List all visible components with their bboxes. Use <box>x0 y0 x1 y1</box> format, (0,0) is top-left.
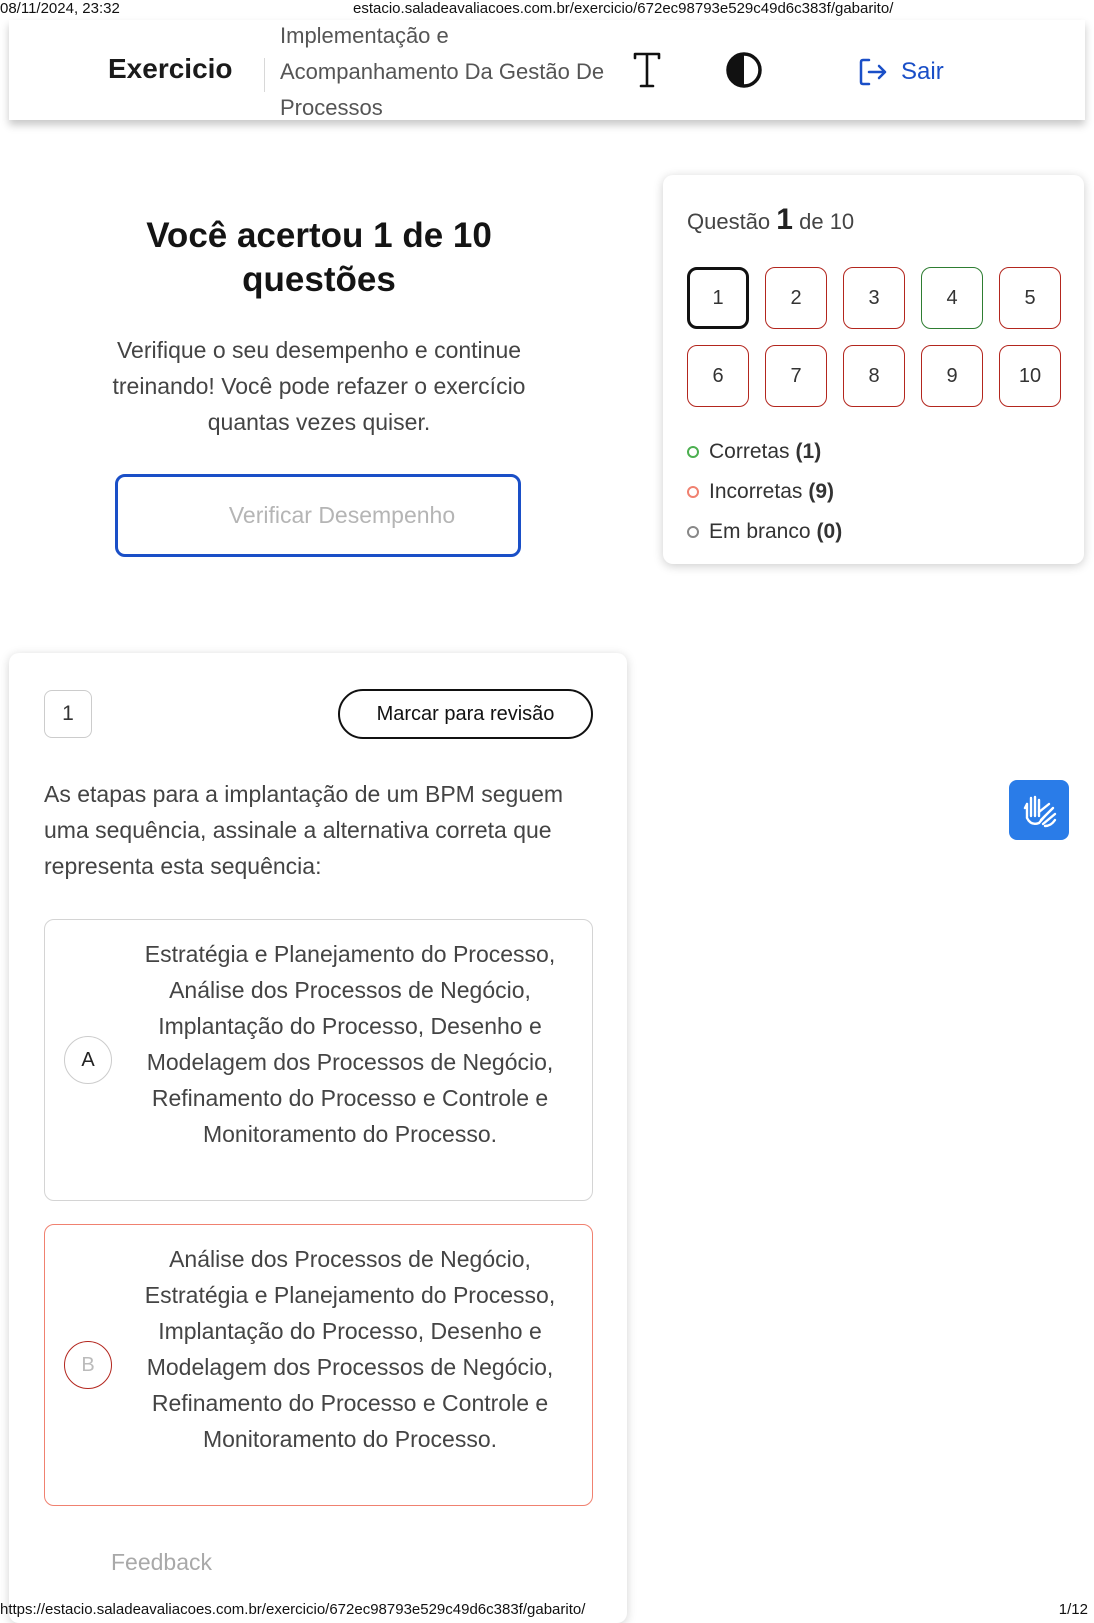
legend-dot-correct <box>687 446 699 458</box>
mark-for-review-button[interactable]: Marcar para revisão <box>338 689 593 739</box>
sign-language-icon <box>1019 790 1059 830</box>
question-button-6[interactable]: 6 <box>687 345 749 407</box>
legend-correct <box>687 432 1067 472</box>
question-button-2[interactable]: 2 <box>765 267 827 329</box>
option-letter: B <box>64 1341 112 1389</box>
legend-incorrect <box>687 472 1067 512</box>
question-navigator <box>663 175 1084 564</box>
contrast-icon <box>724 50 764 90</box>
question-button-1[interactable]: 1 <box>687 267 749 329</box>
question-button-10[interactable]: 10 <box>999 345 1061 407</box>
question-grid <box>687 267 1077 423</box>
option-b[interactable] <box>44 1224 593 1506</box>
print-header <box>0 0 1094 20</box>
legend-count: (1) <box>795 440 822 463</box>
question-button-5[interactable]: 5 <box>999 267 1061 329</box>
logout-icon <box>857 56 889 88</box>
question-button-4[interactable]: 4 <box>921 267 983 329</box>
legend-label: Corretas <box>709 440 790 463</box>
result-summary <box>79 214 559 440</box>
result-title: Você acertou 1 de 10 questões <box>146 216 492 299</box>
option-text: Análise dos Processos de Negócio, Estratégia e Planejamento do Processo, Implantação do Processo, Desenho e Modelagem dos Processos de Negócio, Refinamento do Processo e Controle e Monitoramento do Processo. <box>144 1246 556 1452</box>
navigator-suffix: de 10 <box>799 209 855 234</box>
question-number: 1 <box>44 690 92 738</box>
font-size-icon <box>627 48 667 92</box>
print-footer-url: https://estacio.saladeavaliacoes.com.br/exercicio/672ec98793e529c49d6c383f/gabarito/ <box>0 1601 586 1618</box>
brand-title: Exercicio <box>108 53 233 84</box>
navigator-prefix: Questão <box>687 209 771 234</box>
logout-button[interactable] <box>857 52 944 92</box>
question-button-3[interactable]: 3 <box>843 267 905 329</box>
question-text: As etapas para a implantação de um BPM seguem uma sequência, assinale a alternativa correta que representa esta sequência: <box>44 781 564 879</box>
option-a[interactable] <box>44 919 593 1201</box>
print-footer <box>0 1601 1094 1623</box>
sign-language-button[interactable] <box>1009 780 1069 840</box>
legend-count: (0) <box>816 520 843 543</box>
feedback-label: Feedback <box>111 1549 213 1575</box>
legend-blank <box>687 512 1067 552</box>
contrast-button[interactable] <box>724 50 764 90</box>
legend-count: (9) <box>808 480 835 503</box>
print-url: estacio.saladeavaliacoes.com.br/exercicio/672ec98793e529c49d6c383f/gabarito/ <box>353 0 894 17</box>
logout-label: Sair <box>901 58 944 85</box>
question-button-7[interactable]: 7 <box>765 345 827 407</box>
question-button-8[interactable]: 8 <box>843 345 905 407</box>
status-legend <box>687 432 1067 552</box>
legend-dot-blank <box>687 526 699 538</box>
legend-label: Incorretas <box>709 480 803 503</box>
verify-performance-button[interactable]: Verificar Desempenho <box>115 474 521 557</box>
navigator-title <box>687 203 854 237</box>
question-button-9[interactable]: 9 <box>921 345 983 407</box>
result-subtitle: Verifique o seu desempenho e continue treinando! Você pode refazer o exercício quantas vezes quiser. <box>112 337 526 435</box>
print-page-number: 1/12 <box>1058 1601 1088 1618</box>
option-text: Estratégia e Planejamento do Processo, Análise dos Processos de Negócio, Implantação do Processo, Desenho e Modelagem dos Processos de Negócio, Refinamento do Processo e Controle e Monitoramento do Processo. <box>144 941 556 1147</box>
legend-label: Em branco <box>709 520 811 543</box>
header-divider <box>264 58 265 92</box>
course-title: Implementação e Acompanhamento Da Gestão De Processos <box>280 23 605 120</box>
legend-dot-incorrect <box>687 486 699 498</box>
print-datetime: 08/11/2024, 23:32 <box>0 0 120 17</box>
option-letter: A <box>64 1036 112 1084</box>
font-size-button[interactable] <box>627 48 667 92</box>
navigator-current: 1 <box>776 203 793 236</box>
question-card <box>9 653 627 1623</box>
app-header <box>9 20 1085 120</box>
